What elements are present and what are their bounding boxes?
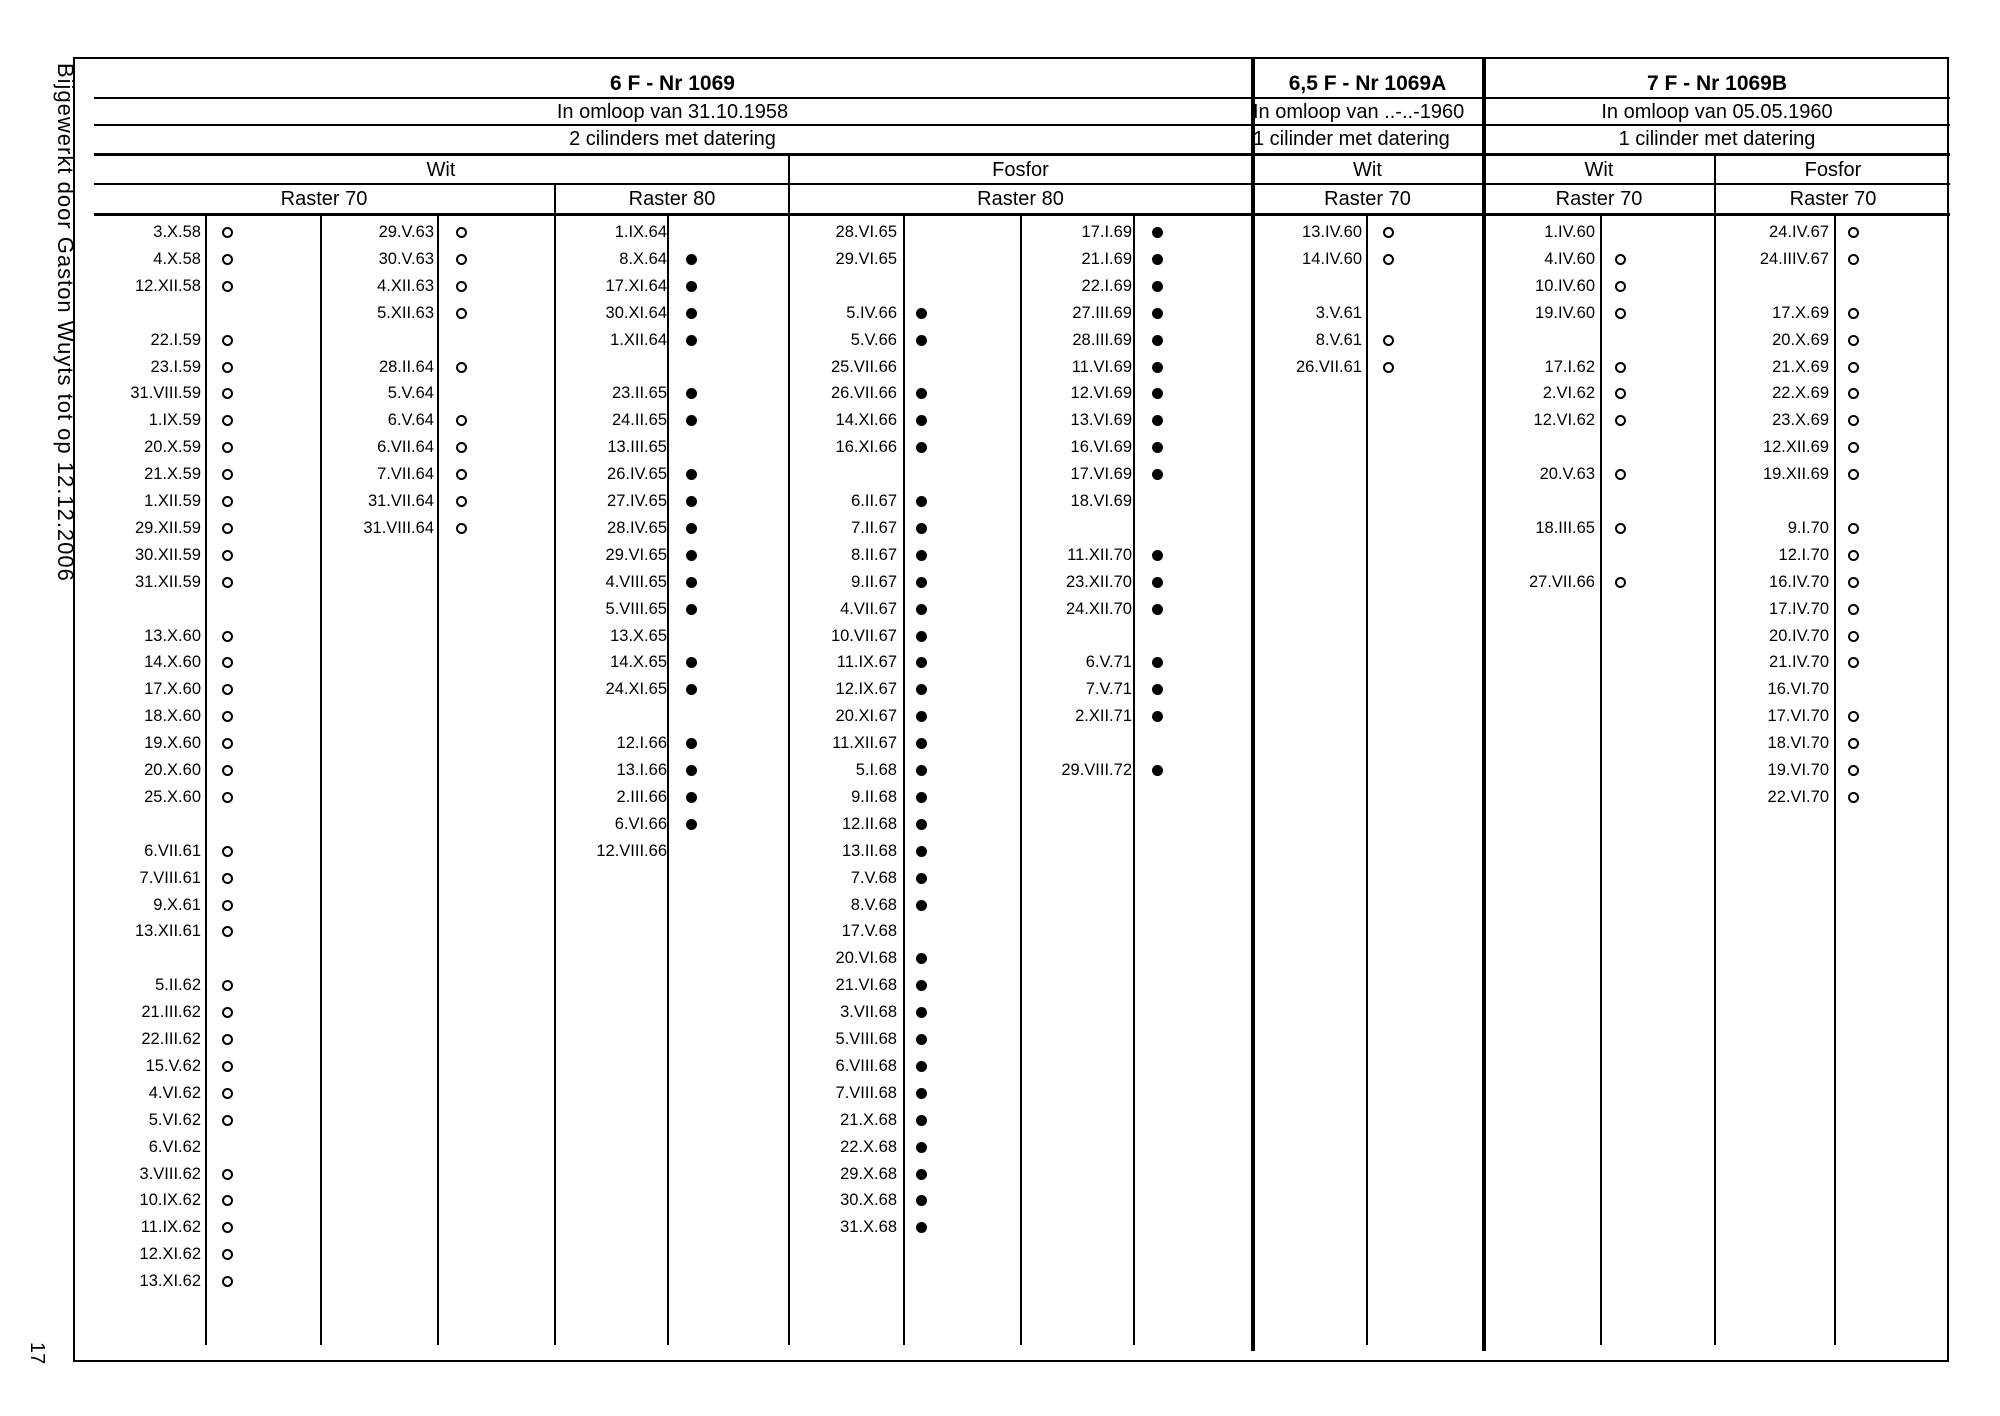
raster-2: Raster 80 [628,188,716,210]
filled-dot-marker [686,281,697,292]
date-cell: 21.IV.70 [1769,653,1829,672]
date-cell: 29.XII.59 [134,518,201,537]
open-circle-marker [222,631,233,642]
date-cell: 19.VI.70 [1767,761,1829,779]
filled-dot-marker [1152,765,1163,776]
date-cell: 17.X.60 [144,680,201,699]
filled-dot-marker [686,577,697,588]
open-circle-marker [456,362,467,373]
date-cell: 13.III.65 [607,438,667,457]
date-cell: 22.I.59 [150,330,201,349]
date-cell: 3.VIII.62 [139,1164,201,1183]
open-circle-marker [222,227,233,238]
date-cell: 17.X.69 [1772,303,1829,322]
open-circle-marker [222,792,233,803]
date-cell: 20.X.60 [144,761,201,779]
date-cell: 31.XII.59 [134,572,201,591]
col-line [1600,215,1602,1345]
open-circle-marker [222,1115,233,1126]
group1-title: 6 F - Nr 1069 [610,72,735,95]
date-cell: 14.IV.60 [1302,249,1362,268]
date-cell: 17.VI.69 [1070,465,1132,484]
type-fosfor-3: Fosfor [1804,159,1862,181]
date-cell: 23.II.65 [611,384,667,403]
date-cell: 28.IV.65 [607,518,667,537]
date-cell: 5.XII.63 [377,303,434,322]
date-cell: 19.XII.69 [1762,465,1829,484]
filled-dot-marker [1152,335,1163,346]
open-circle-marker [222,335,233,346]
date-cell: 1.IX.64 [614,223,667,241]
open-circle-marker [1848,335,1859,346]
group2-cilinder: 1 cilinder met datering [1253,128,1450,150]
date-cell: 5.V.64 [387,384,434,403]
date-cell: 19.IV.60 [1535,303,1595,322]
date-cell: 17.XI.64 [605,276,667,295]
group2-title: 6,5 F - Nr 1069A [1288,72,1447,95]
filled-dot-marker [1152,604,1163,615]
filled-dot-marker [916,577,927,588]
filled-dot-marker [916,631,927,642]
date-cell: 18.III.65 [1535,518,1595,537]
rule-title [94,97,1950,99]
raster-6: Raster 70 [1789,188,1877,210]
date-cell: 5.VI.62 [148,1110,201,1129]
filled-dot-marker [916,604,927,615]
open-circle-marker [222,1169,233,1180]
open-circle-marker [1383,254,1394,265]
date-cell: 29.VI.65 [605,545,667,564]
date-cell: 21.III.62 [141,1003,201,1022]
open-circle-marker [222,1034,233,1045]
filled-dot-marker [916,765,927,776]
group2-omloop: In omloop van ..-..-1960 [1253,101,1465,123]
date-cell: 23.XII.70 [1065,572,1132,591]
filled-dot-marker [686,335,697,346]
filled-dot-marker [916,308,927,319]
open-circle-marker [222,496,233,507]
filled-dot-marker [686,254,697,265]
date-cell: 31.X.68 [840,1218,897,1237]
date-cell: 22.X.69 [1772,384,1829,403]
date-cell: 6.II.67 [851,492,897,510]
type-wit-2: Wit [1353,159,1382,181]
open-circle-marker [1615,281,1626,292]
date-cell: 5.II.62 [155,976,201,995]
date-cell: 30.X.68 [840,1191,897,1210]
open-circle-marker [1848,254,1859,265]
date-cell: 9.I.70 [1787,518,1829,537]
date-cell: 14.X.65 [610,653,667,672]
filled-dot-marker [916,1088,927,1099]
date-cell: 1.XII.64 [610,330,667,349]
open-circle-marker [222,765,233,776]
open-circle-marker [456,523,467,534]
filled-dot-marker [686,819,697,830]
date-cell: 16.VI.69 [1070,438,1132,457]
type-wit-1: Wit [426,159,456,181]
filled-dot-marker [686,308,697,319]
group1-omloop: In omloop van 31.10.1958 [556,101,789,123]
date-cell: 5.VIII.68 [835,1030,897,1048]
date-cell: 13.XII.61 [134,922,201,941]
date-cell: 26.IV.65 [607,465,667,484]
date-cell: 12.XII.69 [1762,438,1829,457]
open-circle-marker [1615,308,1626,319]
date-cell: 13.X.65 [610,626,667,645]
date-cell: 23.I.59 [150,357,201,376]
date-cell: 13.VI.69 [1070,411,1132,430]
date-cell: 15.V.62 [145,1056,201,1075]
open-circle-marker [222,550,233,561]
group3-title: 7 F - Nr 1069B [1646,72,1788,95]
date-cell: 20.X.59 [144,438,201,457]
open-circle-marker [222,362,233,373]
date-cell: 4.X.58 [153,249,201,268]
date-cell: 13.XI.62 [139,1272,201,1291]
side-note-text: Bijgewerkt door Gaston Wuyts tot op 12.12.2006 [53,63,78,582]
date-cell: 17.V.68 [841,922,897,941]
date-cell: 8.V.61 [1315,330,1362,349]
open-circle-marker [1848,362,1859,373]
open-circle-marker [1615,362,1626,373]
group1-cilinder: 2 cilinders met datering [569,128,776,150]
filled-dot-marker [916,1142,927,1153]
filled-dot-marker [916,873,927,884]
date-cell: 11.XII.70 [1067,545,1132,564]
date-cell: 28.VI.65 [835,223,897,241]
date-cell: 27.III.69 [1072,303,1132,322]
date-cell: 13.IV.60 [1302,223,1362,241]
date-cell: 6.VI.62 [148,1137,201,1156]
date-cell: 18.VI.69 [1070,492,1132,510]
date-cell: 24.IV.67 [1769,223,1829,241]
date-cell: 12.IX.67 [835,680,897,699]
date-cell: 14.XI.66 [835,411,897,430]
open-circle-marker [1615,254,1626,265]
open-circle-marker [1848,308,1859,319]
date-cell: 12.XI.62 [139,1245,201,1264]
date-cell: 17.IV.70 [1769,599,1829,618]
filled-dot-marker [686,604,697,615]
date-cell: 24.II.65 [611,411,667,430]
open-circle-marker [1848,765,1859,776]
date-cell: 6.VI.66 [614,814,667,833]
col-line [1834,215,1836,1345]
date-cell: 29.V.63 [378,223,434,241]
date-cell: 13.X.60 [144,626,201,645]
filled-dot-marker [916,335,927,346]
open-circle-marker [456,496,467,507]
open-circle-marker [222,523,233,534]
date-cell: 1.IX.59 [148,411,201,430]
date-cell: 20.X.69 [1772,330,1829,349]
open-circle-marker [1848,550,1859,561]
filled-dot-marker [1152,550,1163,561]
date-cell: 20.XI.67 [835,707,897,726]
date-cell: 8.II.67 [851,545,897,564]
date-cell: 27.IV.65 [607,492,667,510]
open-circle-marker [1383,362,1394,373]
date-cell: 30.XI.64 [605,303,667,322]
date-cell: 16.XI.66 [835,438,897,457]
col-line [437,215,439,1345]
filled-dot-marker [686,523,697,534]
date-cell: 27.VII.66 [1528,572,1595,591]
open-circle-marker [222,846,233,857]
open-circle-marker [222,281,233,292]
date-cell: 21.VI.68 [835,976,897,995]
date-cell: 7.II.67 [851,518,897,537]
open-circle-marker [1848,523,1859,534]
open-circle-marker [1383,227,1394,238]
date-cell: 16.VI.70 [1767,680,1829,699]
date-cell: 31.VIII.59 [130,384,201,403]
date-cell: 9.II.67 [851,572,897,591]
col-line [667,215,669,1345]
open-circle-marker [1615,523,1626,534]
col-line [903,215,905,1345]
date-cell: 29.VI.65 [835,249,897,268]
date-cell: 7.VII.64 [377,465,434,484]
date-cell: 25.X.60 [144,787,201,806]
filled-dot-marker [916,1115,927,1126]
date-cell: 3.VII.68 [840,1003,897,1022]
open-circle-marker [1383,335,1394,346]
open-circle-marker [456,281,467,292]
date-cell: 12.I.70 [1778,545,1829,564]
filled-dot-marker [1152,227,1163,238]
filled-dot-marker [686,765,697,776]
date-cell: 11.IX.67 [836,653,897,672]
date-cell: 17.VI.70 [1767,707,1829,726]
date-cell: 24.IIIV.67 [1759,249,1829,268]
date-cell: 26.VII.61 [1295,357,1362,376]
date-cell: 18.VI.70 [1767,734,1829,753]
open-circle-marker [222,1061,233,1072]
date-cell: 20.VI.68 [835,949,897,968]
type-wit-3: Wit [1584,159,1614,181]
date-cell: 31.VIII.64 [363,518,434,537]
date-cell: 20.IV.70 [1769,626,1829,645]
date-cell: 6.VII.61 [144,841,201,860]
date-cell: 6.V.64 [387,411,434,430]
open-circle-marker [222,254,233,265]
date-cell: 12.VI.62 [1533,411,1595,430]
date-cell: 10.IX.62 [139,1191,201,1210]
date-cell: 16.IV.70 [1769,572,1829,591]
open-circle-marker [1848,631,1859,642]
date-cell: 12.II.68 [841,814,897,833]
date-cell: 7.VIII.68 [835,1083,897,1102]
open-circle-marker [1848,577,1859,588]
col-line [205,215,207,1345]
date-cell: 3.X.58 [153,223,201,241]
open-circle-marker [222,873,233,884]
date-cell: 19.X.60 [144,734,201,753]
date-cell: 21.X.59 [144,465,201,484]
open-circle-marker [222,900,233,911]
filled-dot-marker [916,550,927,561]
date-cell: 25.VII.66 [830,357,897,376]
date-cell: 22.X.68 [840,1137,897,1156]
date-cell: 3.V.61 [1315,303,1362,322]
page-number: 17 [26,1342,48,1365]
open-circle-marker [222,1088,233,1099]
date-cell: 6.V.71 [1085,653,1132,672]
filled-dot-marker [686,496,697,507]
date-cell: 17.I.69 [1081,223,1132,241]
date-cell: 14.X.60 [144,653,201,672]
open-circle-marker [1848,227,1859,238]
open-circle-marker [1848,604,1859,615]
date-cell: 28.III.69 [1072,330,1132,349]
col-line [1133,215,1135,1345]
date-cell: 2.III.66 [616,787,667,806]
date-cell: 30.XII.59 [134,545,201,564]
date-cell: 10.VII.67 [830,626,897,645]
date-cell: 30.V.63 [378,249,434,268]
type-fosfor-1: Fosfor [992,159,1049,181]
date-cell: 6.VII.64 [377,438,434,457]
raster-3: Raster 80 [977,188,1064,210]
date-cell: 7.VIII.61 [139,868,201,887]
filled-dot-marker [916,846,927,857]
date-cell: 28.II.64 [378,357,434,376]
date-cell: 22.III.62 [141,1030,201,1048]
filled-dot-marker [916,819,927,830]
rule-cilinder [94,153,1950,156]
date-cell: 5.IV.66 [846,303,897,322]
date-cell: 9.II.68 [851,787,897,806]
open-circle-marker [456,254,467,265]
date-cell: 31.VII.64 [367,492,434,510]
date-cell: 2.VI.62 [1542,384,1595,403]
date-cell: 26.VII.66 [830,384,897,403]
date-cell: 5.I.68 [855,761,897,779]
date-cell: 4.VI.62 [148,1083,201,1102]
filled-dot-marker [916,792,927,803]
date-cell: 21.I.69 [1081,249,1132,268]
date-cell: 6.VIII.68 [835,1056,897,1075]
group3-omloop: In omloop van 05.05.1960 [1601,101,1833,123]
filled-dot-marker [916,900,927,911]
date-cell: 8.X.64 [619,249,667,268]
date-cell: 13.II.68 [841,841,897,860]
filled-dot-marker [686,550,697,561]
date-cell: 11.VI.69 [1071,357,1132,376]
filled-dot-marker [1152,577,1163,588]
date-cell: 29.VIII.72 [1061,761,1132,779]
rule-omloop [94,124,1950,126]
date-cell: 11.XII.67 [832,734,897,753]
open-circle-marker [456,308,467,319]
date-cell: 12.XII.58 [134,276,201,295]
raster-5: Raster 70 [1555,188,1643,210]
open-circle-marker [456,227,467,238]
group3-cilinder: 1 cilinder met datering [1618,128,1816,150]
date-cell: 4.VIII.65 [605,572,667,591]
raster-4: Raster 70 [1324,188,1411,210]
filled-dot-marker [1152,308,1163,319]
date-cell: 7.V.68 [850,868,897,887]
date-cell: 5.VIII.65 [605,599,667,618]
date-cell: 21.X.69 [1772,357,1829,376]
filled-dot-marker [916,1061,927,1072]
date-cell: 20.V.63 [1539,465,1595,484]
date-cell: 12.VIII.66 [596,841,667,860]
date-cell: 17.I.62 [1544,357,1595,376]
open-circle-marker [1615,577,1626,588]
date-cell: 22.I.69 [1081,276,1132,295]
date-cell: 9.X.61 [153,895,201,914]
filled-dot-marker [1152,281,1163,292]
filled-dot-marker [916,1034,927,1045]
date-cell: 23.X.69 [1772,411,1829,430]
rule-type [94,183,1950,185]
date-cell: 21.X.68 [840,1110,897,1129]
open-circle-marker [222,577,233,588]
date-cell: 4.VII.67 [840,599,897,618]
date-cell: 4.XII.63 [377,276,434,295]
filled-dot-marker [686,792,697,803]
date-cell: 29.X.68 [840,1164,897,1183]
date-cell: 12.I.66 [616,734,667,753]
date-cell: 1.IV.60 [1544,223,1595,241]
filled-dot-marker [916,496,927,507]
date-cell: 10.IV.60 [1535,276,1595,295]
date-cell: 11.IX.62 [140,1218,201,1237]
date-cell: 1.XII.59 [144,492,201,510]
date-cell: 18.X.60 [144,707,201,726]
date-cell: 4.IV.60 [1544,249,1595,268]
date-cell: 24.XII.70 [1065,599,1132,618]
date-cell: 12.VI.69 [1070,384,1132,403]
rule-raster [94,213,1950,216]
date-cell: 5.V.66 [850,330,897,349]
date-cell: 22.VI.70 [1767,787,1829,806]
date-cell: 7.V.71 [1085,680,1132,699]
filled-dot-marker [1152,254,1163,265]
date-cell: 24.XI.65 [605,680,667,699]
open-circle-marker [1848,792,1859,803]
date-cell: 13.I.66 [616,761,667,779]
date-cell: 2.XII.71 [1075,707,1132,726]
filled-dot-marker [1152,362,1163,373]
filled-dot-marker [916,523,927,534]
raster-1: Raster 70 [280,188,368,210]
col-line [1366,215,1368,1345]
filled-dot-marker [916,1169,927,1180]
date-cell: 8.V.68 [850,895,897,914]
